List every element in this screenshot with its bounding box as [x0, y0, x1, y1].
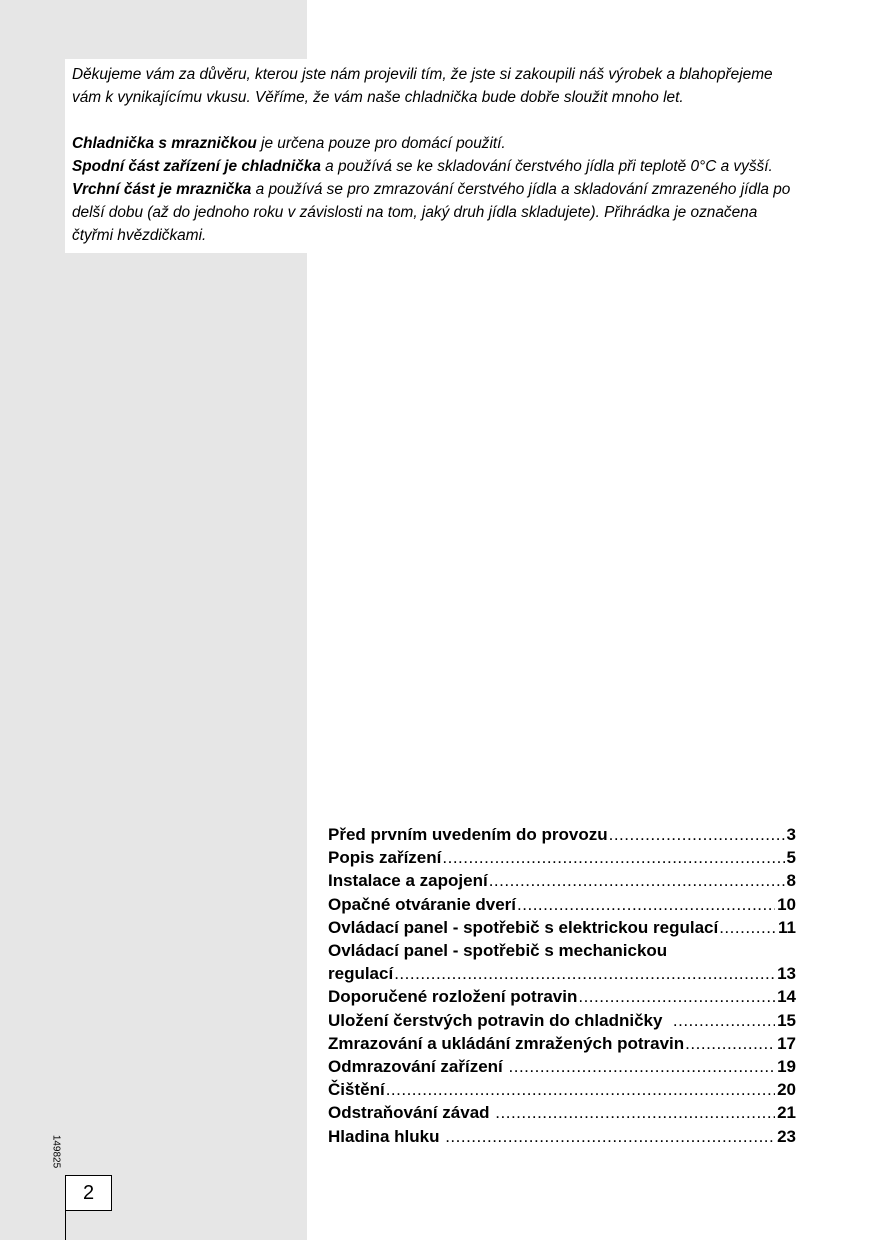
table-of-contents: [328, 823, 796, 1148]
intro-bold-fridge-freezer: Chladnička s mrazničkou: [72, 135, 257, 152]
toc-entry-page: 13: [777, 964, 796, 984]
toc-leader-dots: [685, 1032, 775, 1055]
toc-leader-dots: [719, 916, 776, 939]
toc-entry-page: 20: [777, 1080, 796, 1100]
toc-entry-title: Popis zařízení: [328, 848, 442, 868]
toc-entry-page: 11: [778, 917, 796, 937]
toc-entry[interactable]: [328, 1125, 796, 1148]
toc-entry-title: Před prvním uvedením do provozu: [328, 825, 608, 844]
page-number-box: [65, 1175, 112, 1211]
page-number: 2: [82, 1181, 95, 1204]
toc-entry[interactable]: [328, 916, 796, 939]
intro-use-text: je určena pouze pro domácí použití.: [256, 135, 506, 152]
toc-entry-title: Hladina hluku: [328, 1126, 445, 1146]
intro-paragraph-fridge: [72, 155, 798, 178]
intro-fridge-text: a používá se ke skladování čerstvého jídla při teplotě 0°C a vyšší.: [320, 158, 773, 175]
toc-entry-title: Odmrazování zařízení: [328, 1057, 508, 1077]
toc-entry-title: Odstraňování závad: [328, 1103, 495, 1123]
intro-paragraph-freezer: [72, 178, 798, 247]
intro-freezer-text: a používá se pro zmrazování čerstvého jídla a skladování zmrazeného jídla po delší dobu (až do jednoho roku v závislosti na tom, jaký druh jídla skladujete). Přihrádka je označena čtyřmi hvězdičkami.: [72, 181, 791, 244]
intro-paragraph-use: [72, 132, 798, 155]
toc-entry[interactable]: [328, 869, 796, 892]
intro-bold-fridge: Spodní část zařízení je chladnička: [72, 158, 321, 175]
page-number-rule: [65, 1210, 66, 1240]
toc-entry[interactable]: [328, 1055, 796, 1078]
intro-paragraph-thanks: Děkujeme vám za důvěru, kterou jste nám projevili tím, že jste si zakoupili náš výrobek a blahopřejeme vám k vynikajícímu vkusu. Věříme, že vám naše chladnička bude dobře sloužit mnoho let.: [72, 66, 773, 106]
toc-entry-title: Instalace a zapojení: [328, 871, 488, 891]
toc-leader-dots: [673, 1009, 775, 1032]
intro-bold-freezer: Vrchní část je mraznička: [72, 181, 252, 198]
toc-leader-dots: [509, 1055, 776, 1078]
toc-leader-dots: [495, 1101, 775, 1124]
toc-entry[interactable]: [328, 985, 796, 1008]
toc-entry-title-line1: Ovládací panel - spotřebič s mechanickou: [328, 941, 668, 961]
toc-leader-dots: [517, 893, 775, 916]
toc-entry[interactable]: [328, 1032, 796, 1055]
toc-entry-page: 23: [777, 1126, 796, 1146]
toc-leader-dots: [578, 985, 775, 1008]
toc-entry-page: 19: [777, 1057, 796, 1077]
toc-leader-dots: [609, 823, 785, 846]
toc-entry-page: 21: [777, 1103, 796, 1123]
toc-entry-title: Uložení čerstvých potravin do chladničky: [328, 1010, 672, 1030]
toc-entry[interactable]: [328, 893, 796, 916]
toc-entry-title: regulací: [328, 964, 394, 984]
toc-entry-page: 8: [786, 871, 796, 891]
toc-entry-title: Doporučené rozložení potravin: [328, 987, 578, 1007]
toc-leader-dots: [489, 869, 785, 892]
toc-entry-title: Opačné otváranie dverí: [328, 894, 517, 914]
toc-leader-dots: [386, 1078, 775, 1101]
toc-entry[interactable]: [328, 1101, 796, 1124]
document-code: 149825: [50, 1134, 62, 1169]
toc-entry-title: Čištění: [328, 1080, 385, 1100]
toc-leader-dots: [445, 1125, 775, 1148]
intro-text: [65, 59, 805, 253]
toc-entry-page: 5: [786, 848, 796, 868]
toc-entry-title: Zmrazování a ukládání zmražených potravin: [328, 1033, 685, 1053]
toc-entry-page: 3: [786, 825, 796, 844]
toc-leader-dots: [394, 962, 775, 985]
toc-entry-title: Ovládací panel - spotřebič s elektrickou regulací: [328, 917, 719, 937]
toc-entry[interactable]: [328, 846, 796, 869]
toc-leader-dots: [442, 846, 784, 869]
toc-entry-page: 14: [777, 987, 796, 1007]
toc-entry[interactable]: [328, 823, 796, 846]
toc-entry-page: 10: [777, 894, 796, 914]
toc-entry[interactable]: [328, 1009, 796, 1032]
toc-entry[interactable]: [328, 1078, 796, 1101]
toc-entry-multiline[interactable]: [328, 939, 796, 985]
toc-entry-page: 15: [777, 1010, 796, 1030]
toc-entry-page: 17: [777, 1033, 796, 1053]
